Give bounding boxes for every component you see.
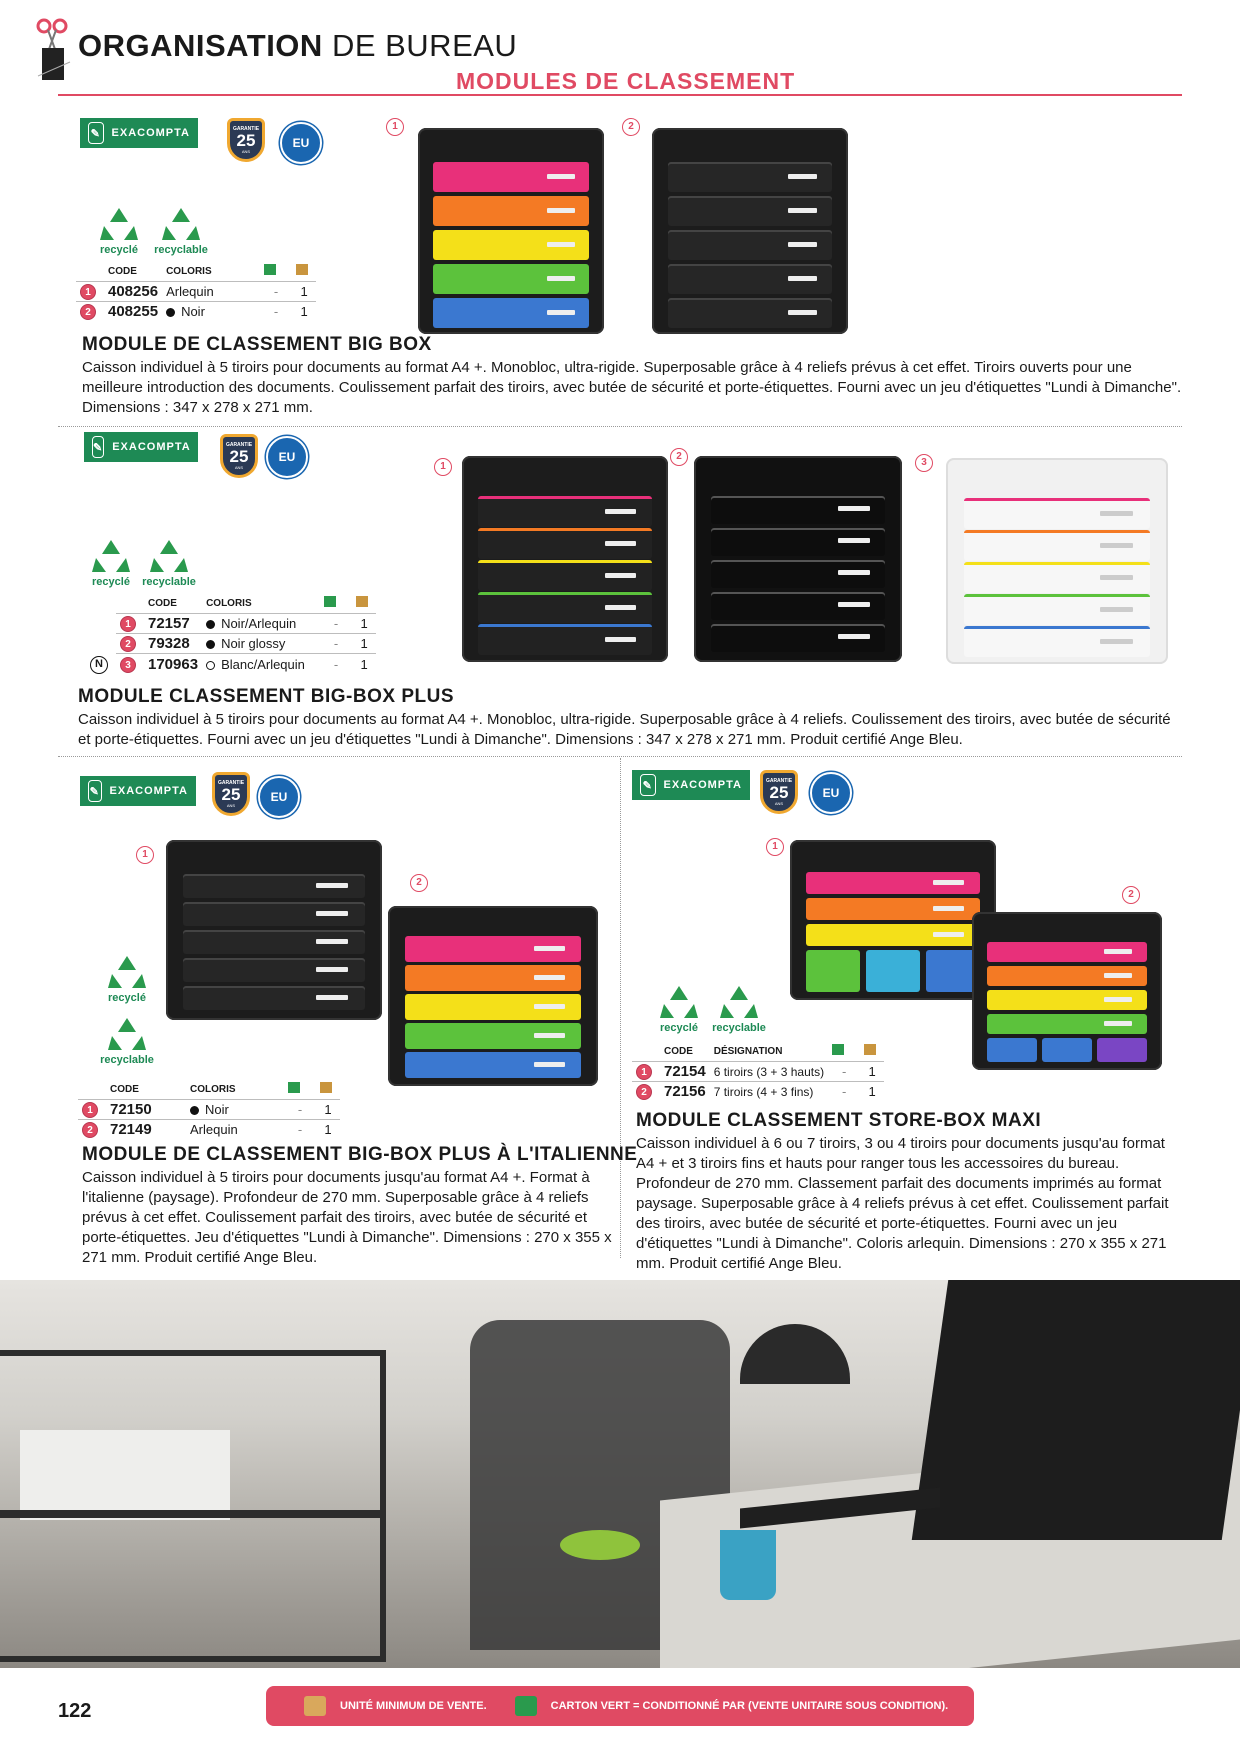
- black-dot-icon: [190, 1106, 199, 1115]
- table-row: 2 72149 Arlequin - 1: [78, 1120, 340, 1140]
- green-carton-icon: [288, 1082, 300, 1093]
- italienne-noir-image: [166, 840, 382, 1020]
- black-dot-icon: [166, 308, 175, 317]
- recyclable-100-badge: 100% recyclable: [710, 984, 768, 1034]
- eu-ecolabel-icon: EU: [810, 772, 852, 814]
- black-dot-icon: [206, 640, 215, 649]
- black-dot-icon: [206, 620, 215, 629]
- reference-table-bigboxplus: CODE COLORIS 1 72157 Noir/Arlequin - 1 2 79328 Noir glossy - 1 N 3 170963 Blanc/Arlequin - 1: [86, 596, 376, 675]
- leaf-icon: ✎: [88, 122, 104, 144]
- leaf-icon: ✎: [92, 436, 104, 458]
- legend-green-carton: CARTON VERT = CONDITIONNÉ PAR (VENTE UNITAIRE SOUS CONDITION).: [515, 1696, 949, 1716]
- table-row: 2 79328 Noir glossy - 1: [86, 634, 376, 654]
- bigboxplus-blanc-arlequin-image: [946, 458, 1168, 664]
- table-row: N 3 170963 Blanc/Arlequin - 1: [86, 654, 376, 675]
- carton-icon: [864, 1044, 876, 1055]
- leaf-icon: ✎: [640, 774, 656, 796]
- bigbox-noir-image: [652, 128, 848, 334]
- reference-table-italienne: CODE COLORIS 1 72150 Noir - 1 2 72149 Arlequin - 1: [78, 1082, 340, 1139]
- reference-table-bigbox: CODE COLORIS 1 408256 Arlequin - 1 2 408255 Noir - 1: [76, 264, 316, 321]
- image-number-1: 1: [434, 458, 452, 476]
- page-number: 122: [58, 1700, 92, 1722]
- section-subtitle: MODULES DE CLASSEMENT: [456, 68, 796, 94]
- svg-text:90%: 90%: [120, 976, 134, 982]
- guarantee-25-badge: GARANTIE 25 ANS: [760, 770, 798, 814]
- section-divider: [58, 756, 1182, 757]
- image-number-3: 3: [915, 454, 933, 472]
- recycled-90-badge: 90% recyclé: [82, 538, 140, 588]
- exacompta-logo: ✎ EXACOMPTA: [84, 432, 198, 462]
- italienne-arlequin-image: [388, 906, 598, 1086]
- table-row: 1 72157 Noir/Arlequin - 1: [86, 614, 376, 634]
- eu-ecolabel-icon: EU: [258, 776, 300, 818]
- green-carton-icon: [515, 1696, 537, 1716]
- green-carton-icon: [324, 596, 336, 607]
- product-desc-bigboxplus: Caisson individuel à 5 tiroirs pour documents au format A4 +. Monobloc, ultra-rigide. Superposable grâce à 4 reliefs. Coulissement des tiroirs, avec butée de sécurité et porte-étiquettes. Fourni avec un jeu d'étiquettes "Lundi à Dimanche". Dimensions : 347 x 278 x 271 mm. Produit certifié Ange Bleu.: [78, 711, 1171, 748]
- reference-table-storebox: CODE DÉSIGNATION 1 72154 6 tiroirs (3 + 3 hauts) - 1 2 72156 7 tiroirs (4 + 3 fins) - 1: [632, 1044, 884, 1101]
- carton-icon: [296, 264, 308, 275]
- table-row: 1 72154 6 tiroirs (3 + 3 hauts) - 1: [632, 1062, 884, 1082]
- svg-text:100%: 100%: [161, 560, 177, 566]
- exacompta-logo: ✎ EXACOMPTA: [80, 776, 196, 806]
- image-number-2: 2: [670, 448, 688, 466]
- product-title-bigboxplus: MODULE CLASSEMENT BIG-BOX PLUS: [78, 686, 455, 707]
- bigboxplus-noir-arlequin-image: [462, 456, 668, 662]
- image-number-2: 2: [1122, 886, 1140, 904]
- storebox-6-tiroirs-image: [790, 840, 996, 1000]
- exacompta-logo: ✎ EXACOMPTA: [632, 770, 750, 800]
- exacompta-logo: ✎ EXACOMPTA: [80, 118, 198, 148]
- table-row: 1 408256 Arlequin - 1: [76, 282, 316, 302]
- image-number-1: 1: [766, 838, 784, 856]
- svg-text:50%: 50%: [112, 228, 126, 234]
- product-title-storebox: MODULE CLASSEMENT STORE-BOX MAXI: [636, 1110, 1042, 1131]
- white-dot-icon: [206, 661, 215, 670]
- carton-icon: [304, 1696, 326, 1716]
- storebox-7-tiroirs-image: [972, 912, 1162, 1070]
- image-number-2: 2: [622, 118, 640, 136]
- table-row: 1 72150 Noir - 1: [78, 1100, 340, 1120]
- eu-ecolabel-icon: EU: [280, 122, 322, 164]
- leaf-icon: ✎: [88, 780, 102, 802]
- image-number-2: 2: [410, 874, 428, 892]
- svg-text:100%: 100%: [731, 1006, 747, 1012]
- image-number-1: 1: [386, 118, 404, 136]
- carton-icon: [320, 1082, 332, 1093]
- green-carton-icon: [832, 1044, 844, 1055]
- guarantee-25-badge: GARANTIE 25 ANS: [220, 434, 258, 478]
- product-desc-storebox: Caisson individuel à 6 ou 7 tiroirs, 3 ou 4 tiroirs pour documents jusqu'au format A4 + et 3 tiroirs fins et hauts pour ranger tous les accessoires du bureau. Profondeur de 270 mm. Classement parfait des documents imprimés au format paysage. Superposable grâce à 4 reliefs prévus à cet effet. Coulissement parfait des tiroirs, avec butée de sécurité et porte-étiquettes. Fourni avec un jeu d'étiquettes "Lundi à Dimanche". Coloris arlequin. Dimensions : 270 x 355 x 271 mm. Produit certifié Ange Bleu.: [636, 1135, 1169, 1272]
- table-row: 2 408255 Noir - 1: [76, 302, 316, 322]
- svg-text:90%: 90%: [104, 560, 118, 566]
- recycled-50-badge: 50% recyclé: [90, 206, 148, 256]
- new-product-icon: N: [90, 656, 108, 674]
- image-number-1: 1: [136, 846, 154, 864]
- bigbox-arlequin-image: [418, 128, 604, 334]
- column-divider: [620, 758, 621, 1258]
- scissors-pot-icon: [34, 18, 74, 82]
- svg-text:90%: 90%: [672, 1006, 686, 1012]
- recycled-90-badge: 90% recyclé: [98, 954, 156, 1004]
- page-title: ORGANISATION DE BUREAU: [78, 28, 518, 63]
- product-desc-italienne: Caisson individuel à 5 tiroirs pour documents jusqu'au format A4 +. Format à l'italienne (paysage). Profondeur de 270 mm. Superposable grâce à 4 reliefs prévus à cet effet. Coulissement parfait des tiroirs, avec butée de sécurité et porte-étiquettes. Jeu d'étiquettes "Lundi à Dimanche". Dimensions : 270 x 355 x 271 mm. Produit certifié Ange Bleu.: [82, 1169, 612, 1266]
- header-divider: [58, 94, 1182, 96]
- product-title-italienne: MODULE DE CLASSEMENT BIG-BOX PLUS À L'ITALIENNE: [82, 1144, 638, 1165]
- recyclable-100-badge: 100% recyclable: [98, 1016, 156, 1066]
- bigboxplus-noir-glossy-image: [694, 456, 902, 662]
- carton-icon: [356, 596, 368, 607]
- guarantee-25-badge: GARANTIE 25 ANS: [212, 772, 250, 816]
- product-title-bigbox: MODULE DE CLASSEMENT BIG BOX: [82, 334, 432, 355]
- recyclable-100-badge: 100% recyclable: [152, 206, 210, 256]
- legend-min-unit: UNITÉ MINIMUM DE VENTE.: [304, 1696, 487, 1716]
- green-carton-icon: [264, 264, 276, 275]
- recyclable-100-badge: 100% recyclable: [140, 538, 198, 588]
- table-row: 2 72156 7 tiroirs (4 + 3 fins) - 1: [632, 1082, 884, 1102]
- product-desc-bigbox: Caisson individuel à 5 tiroirs pour documents au format A4 +. Monobloc, ultra-rigide. Superposable grâce à 4 reliefs prévus à cet effet. Tiroirs ouverts pour une meilleure introduction des documents. Coulissement parfait des tiroirs, avec butée de sécurité et porte-étiquettes. Fourni avec un jeu d'étiquettes "Lundi à Dimanche". Dimensions : 347 x 278 x 271 mm.: [82, 359, 1182, 416]
- legend-bar: [266, 1686, 974, 1726]
- section-divider: [58, 426, 1182, 427]
- guarantee-25-badge: GARANTIE 25 ANS: [227, 118, 265, 162]
- svg-text:100%: 100%: [119, 1038, 135, 1044]
- svg-text:100%: 100%: [173, 228, 189, 234]
- eu-ecolabel-icon: EU: [266, 436, 308, 478]
- recycled-90-badge: 90% recyclé: [650, 984, 708, 1034]
- office-photo: [0, 1280, 1240, 1668]
